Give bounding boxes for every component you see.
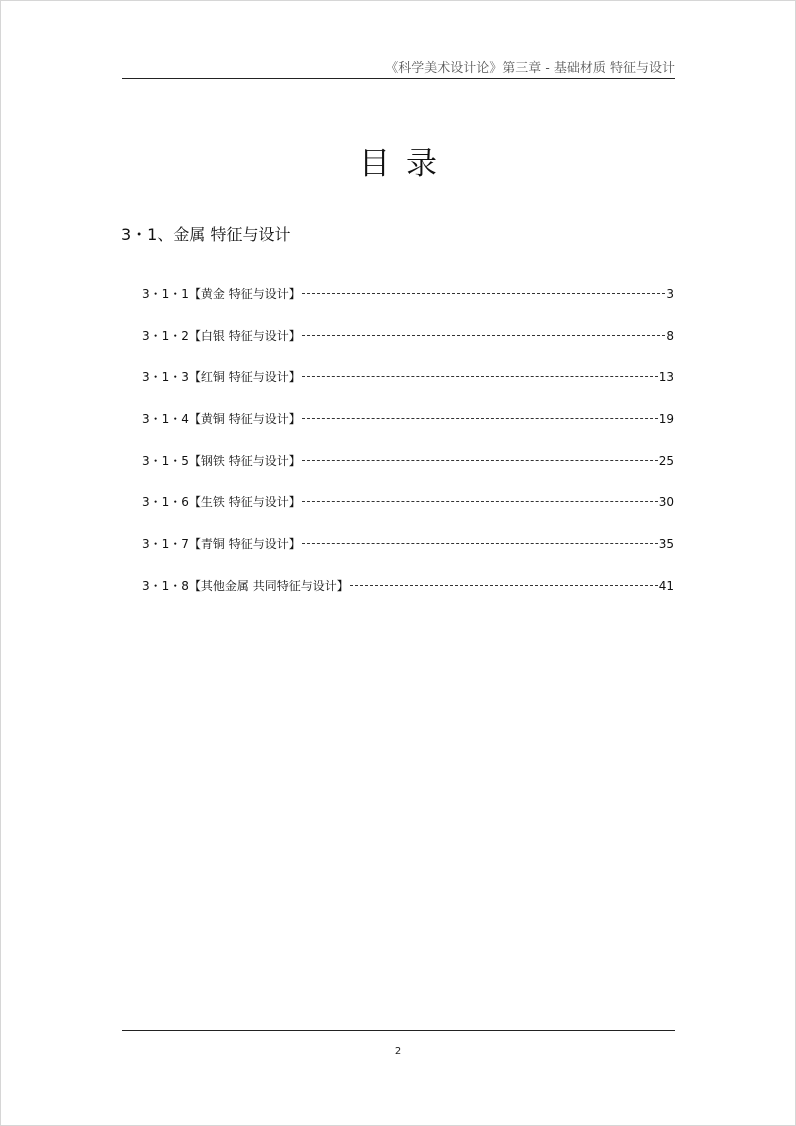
toc-dot-leader — [302, 418, 658, 419]
toc-entry-3-1-5[interactable] — [142, 452, 674, 494]
toc-entry-label: 3・1・7【青铜 特征与设计】 — [142, 537, 301, 552]
toc-entry-3-1-1[interactable] — [142, 285, 674, 327]
toc-entry-label: 3・1・5【钢铁 特征与设计】 — [142, 453, 301, 468]
footer-rule — [122, 1030, 675, 1031]
toc-entry-page: 8 — [666, 328, 674, 343]
toc-entry-label: 3・1・8【其他金属 共同特征与设计】 — [142, 578, 349, 593]
toc-entry-label: 3・1・1【黄金 特征与设计】 — [142, 287, 301, 301]
toc-dot-leader — [302, 501, 658, 502]
toc-entry-label: 3・1・3【红铜 特征与设计】 — [142, 370, 301, 385]
toc-entry-page: 41 — [658, 578, 674, 593]
toc-entry-3-1-7[interactable] — [142, 535, 674, 577]
page-number: 2 — [394, 1046, 402, 1057]
toc-dot-leader — [302, 335, 666, 336]
toc-entry-page: 19 — [658, 412, 674, 427]
toc-entry-page: 13 — [658, 370, 674, 385]
toc-dot-leader — [350, 585, 658, 586]
toc-dot-leader — [302, 460, 658, 461]
toc-entry-3-1-2[interactable] — [142, 327, 674, 369]
toc-entry-3-1-8[interactable] — [142, 577, 674, 619]
toc-dot-leader — [302, 293, 666, 294]
toc-entry-label: 3・1・4【黄铜 特征与设计】 — [142, 412, 301, 427]
toc-entry-3-1-3[interactable] — [142, 368, 674, 410]
running-header: 《科学美术设计论》第三章 - 基础材质 特征与设计 — [385, 61, 675, 76]
header-rule — [122, 78, 675, 79]
toc-entry-3-1-6[interactable] — [142, 493, 674, 535]
toc-entry-page: 3 — [666, 287, 674, 301]
toc-list — [142, 285, 674, 619]
toc-title: 目录 — [359, 146, 453, 182]
toc-entry-label: 3・1・2【白银 特征与设计】 — [142, 328, 301, 343]
toc-entry-page: 35 — [658, 537, 674, 552]
toc-dot-leader — [302, 543, 658, 544]
toc-entry-page: 25 — [658, 453, 674, 468]
toc-entry-label: 3・1・6【生铁 特征与设计】 — [142, 495, 301, 510]
toc-entry-3-1-4[interactable] — [142, 410, 674, 452]
toc-dot-leader — [302, 376, 658, 377]
toc-entry-page: 30 — [658, 495, 674, 510]
section-heading: 3・1、金属 特征与设计 — [121, 225, 291, 244]
